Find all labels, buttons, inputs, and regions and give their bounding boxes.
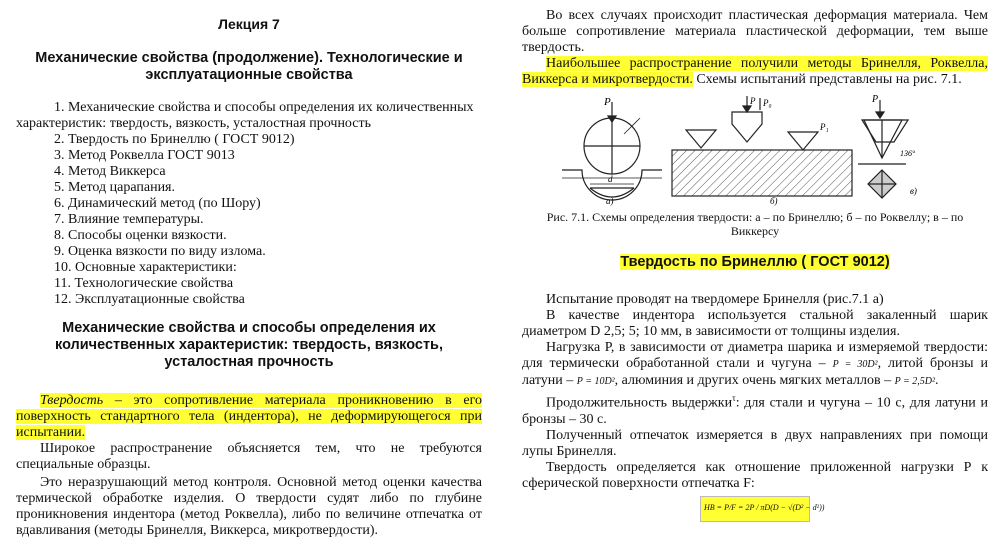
paragraph-text: , литой бронзы и латуни – <box>522 356 988 388</box>
list-item: 11. Технологические свойства <box>54 276 234 291</box>
paragraph-text: Схемы испытаний представлены на рис. 7.1. <box>692 72 962 87</box>
formula-inline: P = 30D² <box>832 359 878 370</box>
load-paragraph <box>522 340 988 390</box>
figure-label-d: d <box>608 174 613 184</box>
list-item: 9. Оценка вязкости по виду излома. <box>54 244 266 259</box>
list-item: 10. Основные характеристики: <box>54 260 237 275</box>
list-item: 5. Метод царапания. <box>54 180 175 195</box>
list-item: 2. Твердость по Бринеллю ( ГОСТ 9012) <box>54 132 295 147</box>
figure-label-p: P <box>604 96 611 108</box>
paragraph: Это неразрушающий метод контроля. Основной метод оценки качества термической обработке изделия. О твердости судят либо по глубине проникновения индентора (метод Роквелла), либо по величине отпечатка от вдавливания (методы Бринелля, Виккерса, микротвердости). <box>16 475 482 538</box>
left-page <box>0 0 500 538</box>
paragraph-text: , алюминия и других очень мягких металлов – <box>614 373 895 388</box>
hardness-test-figure <box>522 94 988 206</box>
hb-formula-box <box>700 496 825 522</box>
figure-label-a: а) <box>606 196 614 206</box>
main-title: Механические свойства (продолжение). Технологические и эксплуатационные свойства <box>35 50 463 83</box>
paragraph-text: Продолжительность выдержки <box>546 395 733 411</box>
paragraph: Широкое распространение объясняется тем, что не требуются специальные образцы. <box>16 441 482 472</box>
figure-label-v: в) <box>910 186 917 196</box>
list-item: 4. Метод Виккерса <box>54 164 166 179</box>
list-item: 1. Механические свойства и способы определения их количественных характеристик: твердость, вязкость, усталостная прочность <box>16 100 474 131</box>
figure-label-p: P <box>750 96 756 106</box>
list-item: 8. Способы оценки вязкости. <box>54 228 227 243</box>
figure-label-angle: 136° <box>900 149 916 158</box>
section-title-text: Твердость по Бринеллю ( ГОСТ 9012) <box>620 254 890 270</box>
table-of-contents <box>16 100 482 308</box>
figure-caption: Рис. 7.1. Схемы определения твердости: а – по Бринеллю; б – по Роквеллу; в – по Виккерсу <box>546 210 964 238</box>
tau-symbol: τ <box>732 393 736 403</box>
section-title <box>522 254 988 270</box>
highlight-text: Наибольшее распространение получили методы Бринелля, Роквелла, Виккерса и микротвердости. <box>522 56 988 87</box>
paragraph-text: . <box>935 373 939 388</box>
right-page <box>500 0 1000 522</box>
formula-inline: P = 2,5D² <box>894 376 936 387</box>
paragraph: Во всех случаях происходит пластическая деформация материала. Чем больше сопротивление материала пластической деформации, тем выше твердость. <box>522 8 988 55</box>
list-item: 7. Влияние температуры. <box>54 212 204 227</box>
paragraph: Твердость определяется как отношение приложенной нагрузки Р к сферической поверхности отпечатка F: <box>522 459 988 491</box>
figure-label-p: P <box>872 94 879 105</box>
brinell-scheme <box>562 102 662 200</box>
hb-formula: HB = P/F = 2P / πD(D − √(D² − d²)) <box>704 502 825 512</box>
rockwell-scheme <box>672 96 852 196</box>
figure-drawing <box>522 94 988 206</box>
list-item: 12. Эксплуатационные свойства <box>54 292 245 307</box>
lecture-title: Лекция 7 <box>218 16 280 32</box>
list-item: 6. Динамический метод (по Шору) <box>54 196 261 211</box>
paragraph: Полученный отпечаток измеряется в двух направлениях при помощи лупы Бринелля. <box>522 427 988 459</box>
figure-label-b: б) <box>770 196 778 206</box>
definition-paragraph <box>16 393 482 441</box>
list-item: 3. Метод Роквелла ГОСТ 9013 <box>54 148 235 163</box>
duration-paragraph <box>522 390 988 428</box>
paragraph: В качестве индентора используется стальной закаленный шарик диаметром D 2,5; 5; 10 мм, в зависимости от толщины изделия. <box>522 308 988 339</box>
definition-text: – это сопротивление материала проникновению в его поверхность стандартного тела (индентора), не деформирующегося при испытании. <box>16 393 482 440</box>
paragraph-text: : для стали и чугуна – 10 с, для латуни и бронзы – 30 с. <box>522 395 988 427</box>
figure-label-p0: P₀ <box>763 98 772 108</box>
definition-term: Твердость <box>40 393 104 408</box>
figure-label-p1: P₁ <box>820 122 829 132</box>
paragraph-text: Нагрузка Р, в зависимости от диаметра шарика и измеряемой твердости: для термически обработанной стали и чугуна – <box>522 340 988 371</box>
section-title: Механические свойства и способы определения их количественных характеристик: твердость, вязкость, усталостная прочность <box>55 320 443 370</box>
paragraph: Испытание проводят на твердомере Бринелля (рис.7.1 а) <box>546 292 884 307</box>
highlight-paragraph <box>522 56 988 88</box>
formula-inline: P = 10D² <box>576 376 615 387</box>
